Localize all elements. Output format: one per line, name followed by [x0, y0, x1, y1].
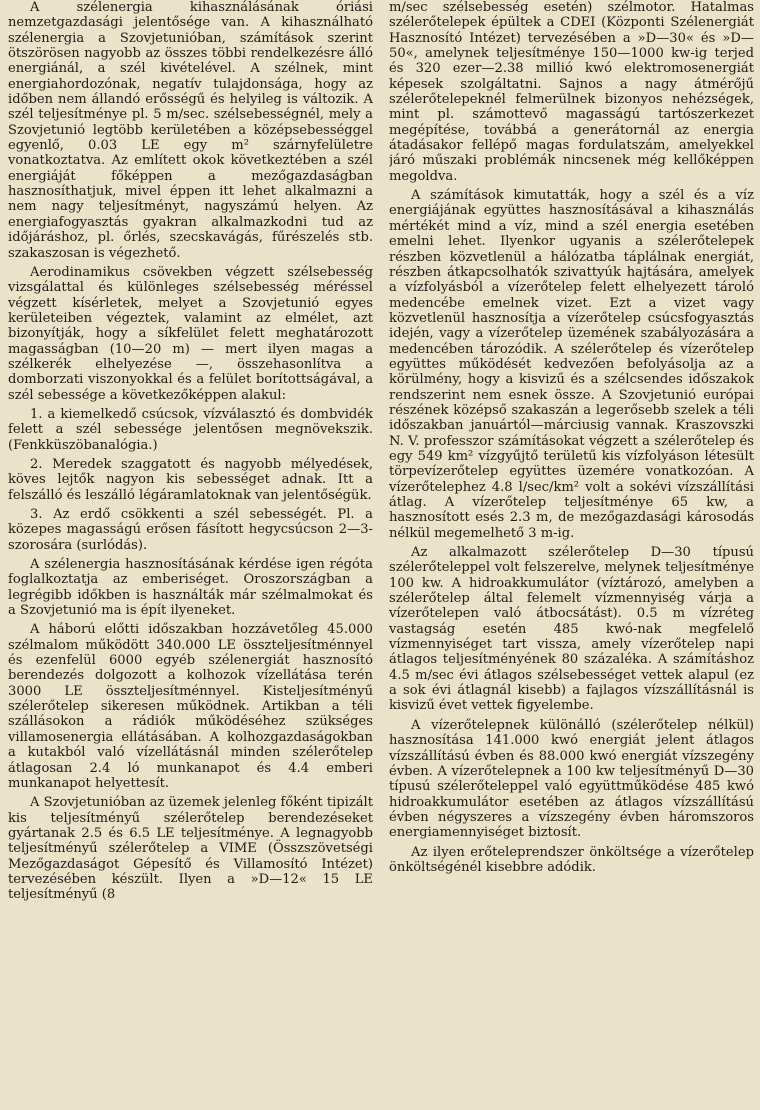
right-column — [389, 0, 754, 1110]
list-item-2: 2. Meredek szaggatott és nagyobb mélyedések, köves lejtők nagyon kis sebességet adnak. Itt a felszálló és leszálló légáramlatoknak van jelentőségük. — [8, 456, 373, 503]
paragraph-soviet-production: A Szovjetunióban az üzemek jelenleg főként tipizált kis teljesítményű szélerőtelep berendezéseket gyártanak 2.5 és 6.5 LE teljesítménye. A legnagyobb teljesítményű szélerőtelep a VIME (Összszövetségi Mezőgazdaságot Gépesítő és Villamosító Intézet) tervezésében készült. Ilyen a »D—12« 15 LE teljesítményű (8 — [8, 795, 373, 903]
paragraph-cost: Az ilyen erőteleprendszer önköltsége a vízerőtelep önköltségénél kisebbre adódik. — [389, 844, 754, 875]
paragraph-prewar: A háború előtti időszakban hozzávetőleg 45.000 szélmalom működött 340.000 LE összteljesítménnyel és ezenfelül 6000 egyéb szélenergiát hasznosító berendezés dolgozott a kolhozok vízellátása terén 3000 LE összteljesítménnyel. Kisteljesítményű szélerőtelep sikeresen működnek. Artikban a téli szállásokon a rádiók működéséhez szükséges villamosenergia ellátásában. A kolhozgazdaságokban a kutakból való vízellátásnál minden szélerőtelep átlagosan 2.4 ló munkanapot és 4.4 emberi munkanapot helyettesít. — [8, 622, 373, 791]
paragraph-wind-water-combined: A számítások kimutatták, hogy a szél és a víz energiájának együttes hasznosításával a kihasználás mértékét mind a víz, mind a szél energia esetében emelni lehet. Ilyenkor ugyanis a szélerőtelepek részben közvetlenül a hálózatba táplálnak energiát, részben átkapcsolhatók szivattyúk hajtására, amelyek a vízfolyásból a vízerőtelep felett elhelyezett tároló medencébe emelnek vizet. Ezt a vizet vagy közvetlenül hasznosítja a vízerőtelep csúcsfogyasztás idején, vagy a vízerőtelep üzemének szabályozására a medencében tározódik. A szélerőtelep és vízerőtelep együttes működését kedvezően befolyásolja az a körülmény, hogy a kisvizű és a szélcsendes időszakok rendszerint nem esnek össze. A Szovjetunió európai részének középső szakaszán a legerősebb szelek a téli időszakban januártól—márciusig vannak. Kraszovszki N. V. professzor számításokat végzett a szélerőtelep és egy 549 km² vízgyűjtő területű kis vízfolyáson létesült törpevízerőtelep együttes üzemére vonatkozóan. A vízerőtelephez 4.8 l/sec/km² volt a sokévi vízszállítási átlag. A vízerőtelep teljesítménye 65 kw, a hasznosított esés 2.3 m, de mezőgazdasági károsodás nélkül megemelhető 3 m-ig. — [389, 188, 754, 541]
left-column — [8, 0, 373, 1110]
paragraph-wind-speed-research: Aerodinamikus csövekben végzett szélsebesség vizsgálattal és különleges szélsebesség méréssel végzett kísérletek, melyet a Szovjetunió egyes kerületeiben végeztek, valamint az elmélet, azt bizonyítják, hogy a síkfelület felett meghatározott magasságban (10—20 m) — mert ilyen magas a szélkerék elhelyezése —, összehasonlítva a domborzati viszonyokkal és a felület borítottságával, a szél sebessége a következőképpen alakul: — [8, 264, 373, 403]
paragraph-energy-output: A vízerőtelepnek különálló (szélerőtelep nélkül) hasznosítása 141.000 kwó energiát jelent átlagos vízszállítású évben és 88.000 kwó energiát vízszegény évben. A vízerőtelepnek a 100 kw teljesítményű D—30 típusú szélerőteleppel való együttműködése 485 kwó hidroakkumulátor esetében az átlagos vízszállítású évben négyszeres a vízszegény évben háromszoros energiamennyiséget biztosít. — [389, 717, 754, 841]
paragraph-d30-plant: Az alkalmazott szélerőtelep D—30 típusú szélerőteleppel volt felszerelve, melynek teljesítménye 100 kw. A hidroakkumulátor (víztározó, amelyben a szélerőtelep által felemelt vízmennyiség várja a vízerőtelepen való átbocsátást). 0.5 m vízréteg vastagság esetén 485 kwó-nak megfelelő vízmennyiséget tart vissza, amely vízerőtelep napi átlagos teljesítményének 80 százaléka. A számításhoz 4.5 m/sec évi átlagos szélsebességet vettek alapul (ez a sok évi átlagnál kisebb) a fajlagos vízszállításnál is kisvizű évet vettek figyelembe. — [389, 545, 754, 714]
list-item-1: 1. a kiemelkedő csúcsok, vízválasztó és dombvidék felett a szél sebessége jelentősen megnövekszik. (Fenkküszöbanalógia.) — [8, 406, 373, 453]
paragraph-intro: A szélenergia kihasználásának óriási nemzetgazdasági jelentősége van. A kihasználható szélenergia a Szovjetunióban, számítások szerint ötszörösen nagyobb az összes többi rendelkezésre álló energiánál, a szél kivételével. A szélnek, mint energiahordozónak, negatív tulajdonsága, hogy az időben nem állandó erősségű és helyileg is változik. A szél teljesítménye pl. 5 m/sec. szélsebességnél, mely a Szovjetunió legtöbb kerületében a középsebességgel egyenlő, 0.03 LE egy m² szárnyfelületre vonatkoztatva. Az említett okok következtében a szél energiáját főképpen a mezőgazdaságban hasznosíthatjuk, mivel éppen itt lehet alkalmazni a nem nagy teljesítményt, nagyszámú helyen. Az energiafogyasztás gyakran alkalmazkodni tud az időjáráshoz, pl. őrlés, szecskavágás, fűrészelés stb. szakaszosan is végezhető. — [8, 0, 373, 261]
paragraph-continuation: m/sec szélsebesség esetén) szélmotor. Hatalmas szélerőtelepek épültek a CDEI (Központi Szélenergiát Hasznosító Intézet) tervezésében a »D—30« és »D—50«, amelynek teljesítménye 150—1000 kw-ig terjed és 320 ezer—2.38 millió kwó elektromosenergiát képesek szolgáltatni. Sajnos a nagy átmérőjű szélerőtelepeknél felmerülnek bizonyos nehézségek, mint pl. számottevő magasságú tartószerkezet megépítése, továbbá a generátornál az energia átadásakor fellépő magas fordulatszám, amelyekkel járó műszaki problémák nincsenek még kellőképpen megoldva. — [389, 0, 754, 184]
list-item-3: 3. Az erdő csökkenti a szél sebességét. Pl. a közepes magasságú erősen fásított hegycsúcson 2—3-szorosára (surlódás). — [8, 507, 373, 553]
paragraph-history: A szélenergia hasznosításának kérdése igen régóta foglalkoztatja az emberiséget. Oroszországban a legrégibb időkben is használták már szélmalmokat és a Szovjetunió ma is épít ilyeneket. — [8, 557, 373, 619]
